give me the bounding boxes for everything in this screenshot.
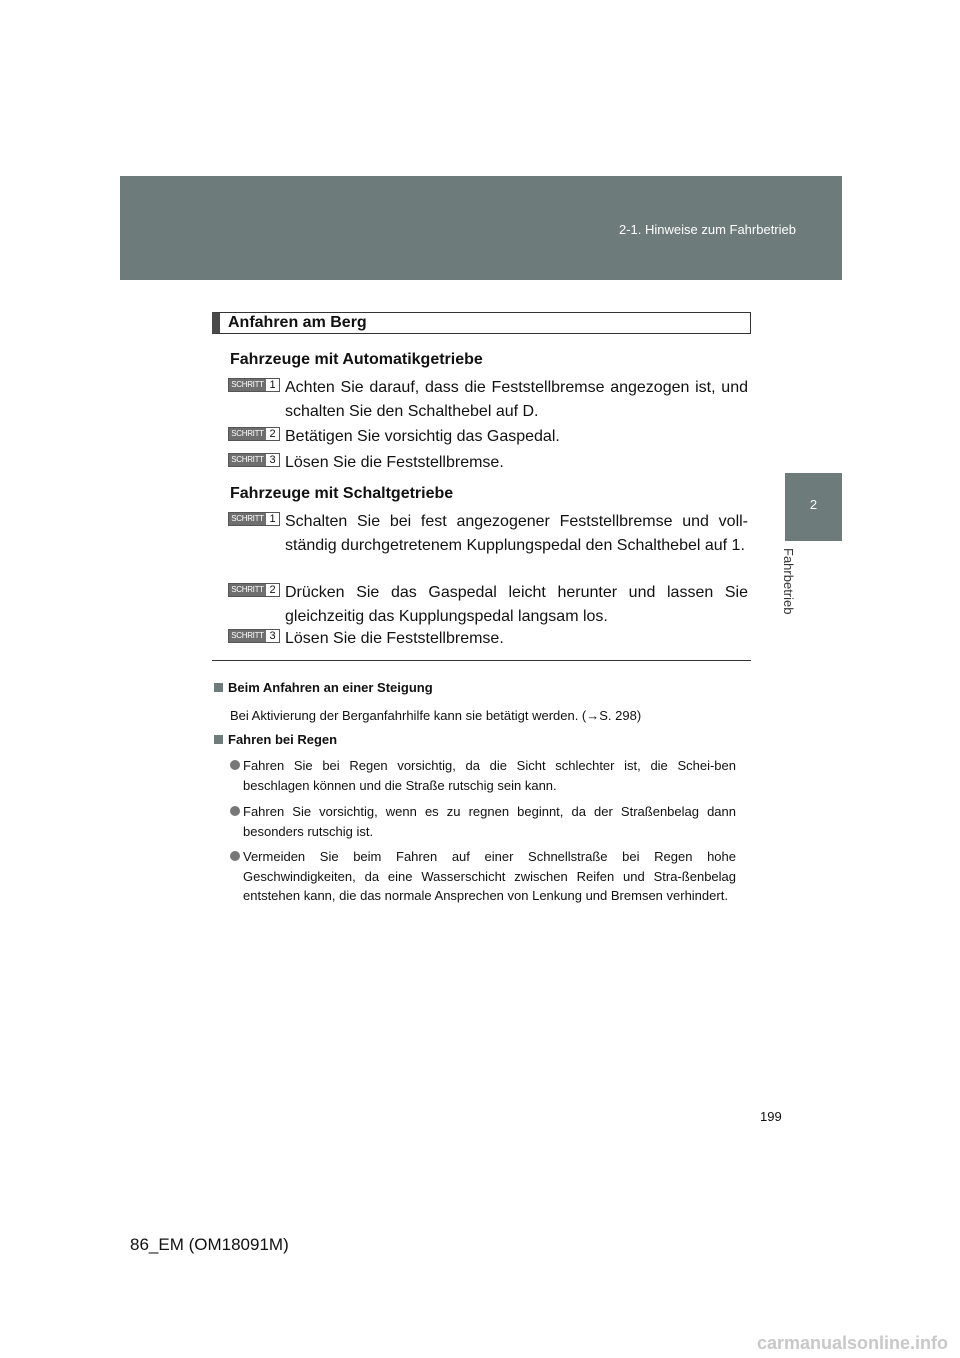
watermark: carmanualsonline.info bbox=[756, 1333, 948, 1353]
step-badge bbox=[228, 427, 280, 441]
subheading-manual: Fahrzeuge mit Schaltgetriebe bbox=[230, 485, 454, 502]
step-item bbox=[228, 425, 748, 449]
note-heading bbox=[214, 680, 433, 695]
section-title: Anfahren am Berg bbox=[212, 312, 751, 334]
circle-bullet-icon bbox=[230, 806, 240, 816]
step-badge bbox=[228, 629, 280, 643]
step-badge-number: 1 bbox=[266, 513, 279, 525]
bullet-item bbox=[230, 756, 736, 795]
header-band bbox=[120, 176, 842, 280]
breadcrumb: 2-1. Hinweise zum Fahrbetrieb bbox=[618, 222, 796, 237]
square-bullet-icon bbox=[214, 683, 223, 692]
step-text: Drücken Sie das Gaspedal leicht herunter und lassen Sie gleichzeitig das Kupplungspedal langsam los. bbox=[285, 584, 748, 625]
step-badge bbox=[228, 583, 280, 597]
step-badge bbox=[228, 378, 280, 392]
circle-bullet-icon bbox=[230, 851, 240, 861]
step-badge-label: SCHRITT bbox=[229, 584, 266, 596]
bullet-text: Vermeiden Sie beim Fahren auf einer Schnellstraße bei Regen hohe Geschwindigkeiten, da eine Wasserschicht zwischen Reifen und Stra-ßenbelag entstehen kann, die das normale Ansprechen von Lenkung und Bremsen verhindert. bbox=[243, 849, 736, 903]
step-text: Betätigen Sie vorsichtig das Gaspedal. bbox=[285, 428, 560, 445]
chapter-label bbox=[781, 548, 808, 628]
bullet-item bbox=[230, 847, 736, 906]
bullet-text: Fahren Sie bei Regen vorsichtig, da die Sicht schlechter ist, die Schei-ben beschlagen können und die Straße rutschig sein kann. bbox=[243, 758, 736, 793]
step-badge-number: 3 bbox=[266, 630, 279, 642]
step-badge-label: SCHRITT bbox=[229, 454, 266, 466]
chapter-number: 2 bbox=[809, 497, 818, 512]
step-item bbox=[228, 581, 748, 629]
step-text: Achten Sie darauf, dass die Feststellbremse angezogen ist, und schalten Sie den Schalthebel auf D. bbox=[285, 379, 748, 420]
step-badge-number: 1 bbox=[266, 379, 279, 391]
step-badge-label: SCHRITT bbox=[229, 630, 266, 642]
note-heading bbox=[214, 732, 337, 747]
step-badge-label: SCHRITT bbox=[229, 428, 266, 440]
bullet-item bbox=[230, 802, 736, 841]
step-item bbox=[228, 376, 748, 424]
note-heading-text: Beim Anfahren an einer Steigung bbox=[228, 680, 433, 695]
step-badge-number: 2 bbox=[266, 584, 279, 596]
bullet-text: Fahren Sie vorsichtig, wenn es zu regnen beginnt, da der Straßenbelag dann besonders rutschig ist. bbox=[243, 804, 736, 839]
square-bullet-icon bbox=[214, 735, 223, 744]
step-badge-label: SCHRITT bbox=[229, 379, 266, 391]
step-badge-label: SCHRITT bbox=[229, 513, 266, 525]
subheading-automatic: Fahrzeuge mit Automatikgetriebe bbox=[230, 351, 483, 368]
step-badge bbox=[228, 512, 280, 526]
step-item bbox=[228, 451, 748, 475]
step-text: Schalten Sie bei fest angezogener Feststellbremse und voll-ständig durchgetretenem Kupplungspedal den Schalthebel auf 1. bbox=[285, 513, 748, 554]
step-text: Lösen Sie die Feststellbremse. bbox=[285, 454, 504, 471]
step-text: Lösen Sie die Feststellbremse. bbox=[285, 630, 504, 647]
chapter-tab[interactable] bbox=[785, 473, 842, 541]
circle-bullet-icon bbox=[230, 760, 240, 770]
step-item bbox=[228, 627, 748, 651]
section-divider bbox=[212, 660, 751, 661]
step-badge bbox=[228, 453, 280, 467]
note-text: Bei Aktivierung der Berganfahrhilfe kann sie betätigt werden. (→S. 298) bbox=[230, 708, 642, 723]
note-heading-text: Fahren bei Regen bbox=[228, 732, 338, 747]
document-code: 86_EM (OM18091M) bbox=[130, 1235, 289, 1254]
chapter-label-text: Fahrbetrieb bbox=[781, 548, 796, 615]
page-number: 199 bbox=[760, 1109, 782, 1124]
step-badge-number: 3 bbox=[266, 454, 279, 466]
step-item bbox=[228, 510, 748, 558]
step-badge-number: 2 bbox=[266, 428, 279, 440]
